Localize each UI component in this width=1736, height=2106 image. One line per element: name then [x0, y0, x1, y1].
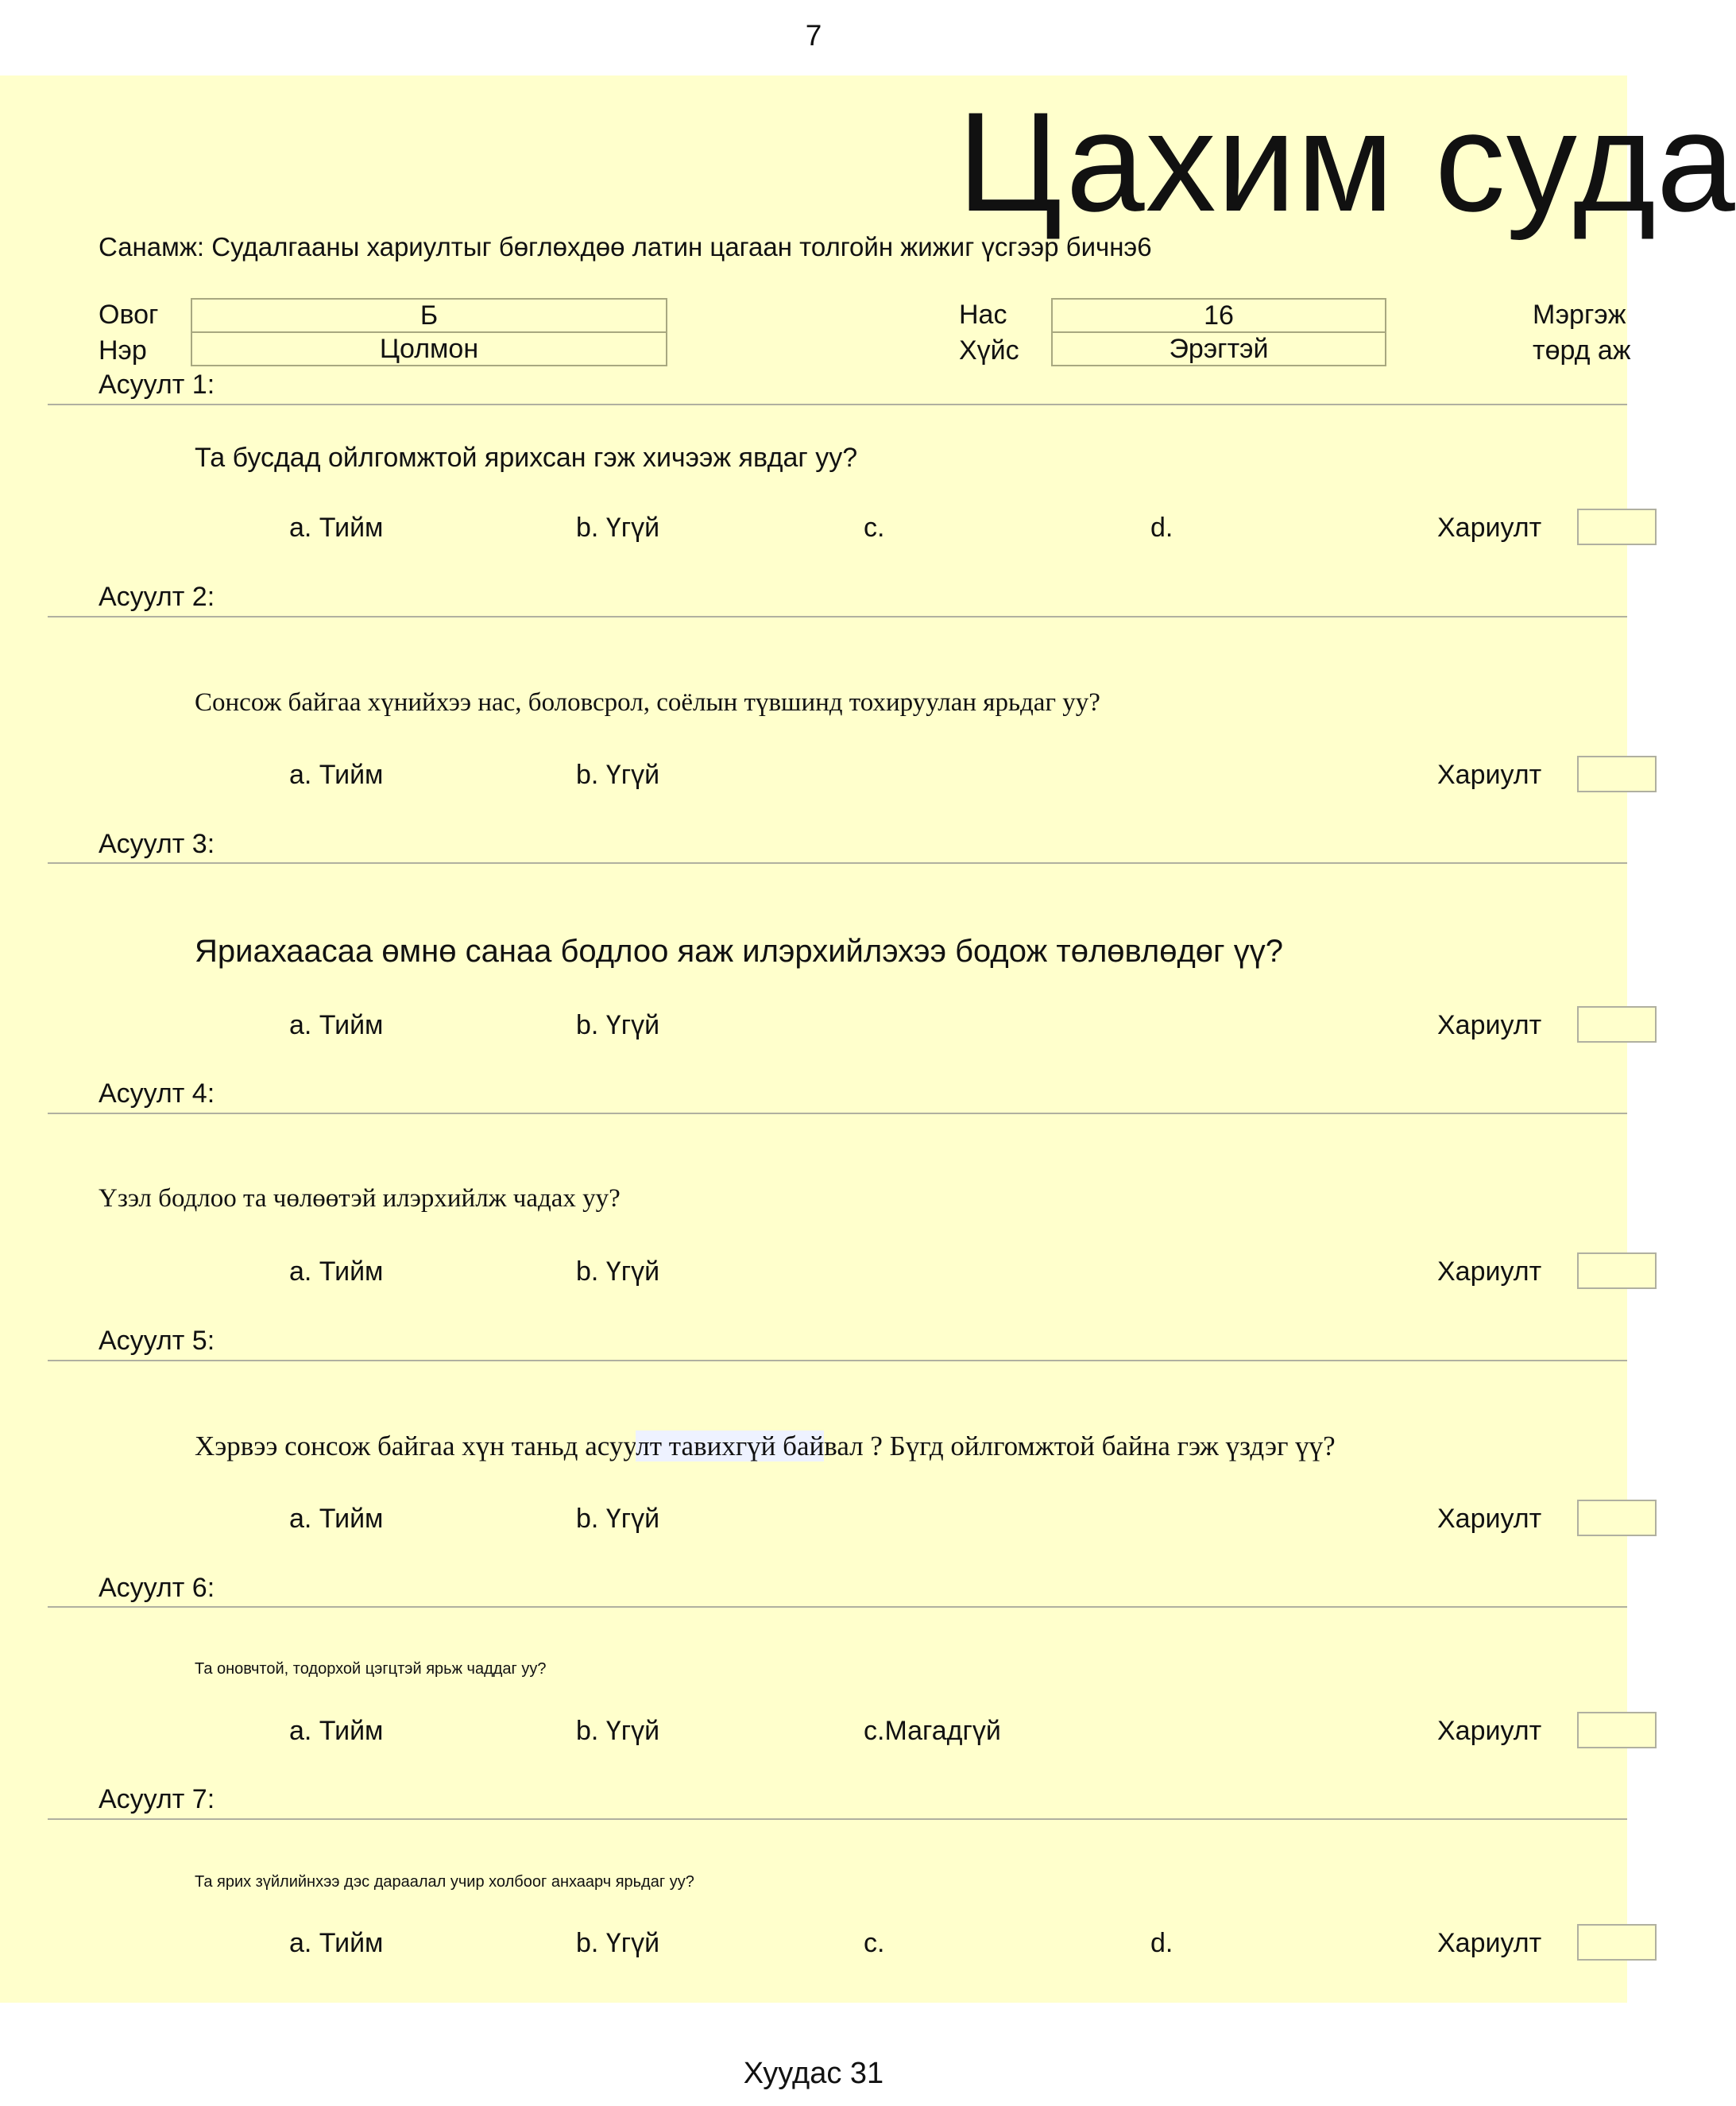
- question-3-header: Асуулт 3:: [99, 829, 215, 859]
- divider: [48, 616, 1627, 617]
- question-3-option-b[interactable]: b. Үгүй: [576, 1010, 660, 1040]
- name-label: Нэр: [99, 335, 147, 366]
- question-2-header: Асуулт 2:: [99, 582, 215, 612]
- question-1-option-b[interactable]: b. Үгүй: [576, 513, 660, 543]
- question-7-text: Та ярих зүйлийнхээ дэс дараалал учир холбоог анхаарч ярьдаг уу?: [195, 1873, 694, 1891]
- question-1-answer-field[interactable]: [1577, 509, 1657, 545]
- question-6-option-c[interactable]: c.Магадгүй: [864, 1716, 1001, 1746]
- question-3-answer-field[interactable]: [1577, 1006, 1657, 1043]
- survey-title: Цахим суда: [957, 83, 1736, 241]
- question-4-answer-label: Хариулт: [1437, 1256, 1542, 1287]
- question-2-option-b[interactable]: b. Үгүй: [576, 760, 660, 790]
- question-7-answer-label: Хариулт: [1437, 1928, 1542, 1958]
- question-3-text: Яриахаасаа өмнө санаа бодлоо яаж илэрхийлэхээ бодож төлөвлөдөг үү?: [195, 934, 1283, 969]
- age-field[interactable]: 16: [1051, 298, 1386, 333]
- question-5-header: Асуулт 5:: [99, 1326, 215, 1356]
- question-2-answer-field[interactable]: [1577, 756, 1657, 792]
- question-5-option-b[interactable]: b. Үгүй: [576, 1504, 660, 1534]
- divider: [48, 862, 1627, 864]
- question-1-option-a[interactable]: a. Тийм: [289, 513, 384, 543]
- question-7-option-d[interactable]: d.: [1150, 1928, 1173, 1958]
- question-2-answer-label: Хариулт: [1437, 760, 1542, 790]
- question-7-option-b[interactable]: b. Үгүй: [576, 1928, 660, 1958]
- profession-label: Мэргэж: [1533, 300, 1626, 330]
- question-7-header: Асуулт 7:: [99, 1784, 215, 1814]
- question-5-answer-field[interactable]: [1577, 1500, 1657, 1536]
- question-1-answer-label: Хариулт: [1437, 513, 1542, 543]
- question-1-header: Асуулт 1:: [99, 370, 215, 400]
- name-field[interactable]: Цолмон: [191, 331, 667, 366]
- page-number: 7: [805, 19, 822, 52]
- question-6-answer-field[interactable]: [1577, 1712, 1657, 1748]
- question-1-text: Та бусдад ойлгомжтой ярихсан гэж хичээж явдаг уу?: [195, 443, 858, 473]
- question-6-text: Та оновчтой, тодорхой цэгцтэй ярьж чаддаг уу?: [195, 1660, 547, 1678]
- question-5-answer-label: Хариулт: [1437, 1504, 1542, 1534]
- question-7-option-a[interactable]: a. Тийм: [289, 1928, 384, 1958]
- gender-label: Хүйс: [959, 335, 1019, 366]
- question-6-option-b[interactable]: b. Үгүй: [576, 1716, 660, 1746]
- question-4-answer-field[interactable]: [1577, 1252, 1657, 1289]
- question-4-text: Үзэл бодлоо та чөлөөтэй илэрхийлж чадах уу?: [99, 1184, 621, 1213]
- question-2-text: Сонсож байгаа хүнийхээ нас, боловсрол, соёлын түвшинд тохируулан ярьдаг уу?: [195, 688, 1100, 717]
- workplace-label: төрд аж: [1533, 335, 1631, 366]
- divider: [48, 1113, 1627, 1114]
- question-3-option-a[interactable]: a. Тийм: [289, 1010, 384, 1040]
- question-1-option-c[interactable]: c.: [864, 513, 885, 543]
- question-5-option-a[interactable]: a. Тийм: [289, 1504, 384, 1534]
- survey-sheet: [0, 75, 1736, 2003]
- question-4-header: Асуулт 4:: [99, 1078, 215, 1109]
- question-4-option-a[interactable]: a. Тийм: [289, 1256, 384, 1287]
- question-3-answer-label: Хариулт: [1437, 1010, 1542, 1040]
- instruction-note: Санамж: Судалгааны хариултыг бөглөхдөө латин цагаан толгойн жижиг үсгээр бичнэ6: [99, 232, 1152, 261]
- gender-field[interactable]: Эрэгтэй: [1051, 331, 1386, 366]
- question-5-text: Хэрвээ сонсож байгаа хүн таньд асуулт тавихгүй байвал ? Бүгд ойлгомжтой байна гэж үздэг үү?: [195, 1430, 1336, 1461]
- question-1-option-d[interactable]: d.: [1150, 513, 1173, 543]
- divider: [48, 1360, 1627, 1361]
- divider: [48, 1606, 1627, 1608]
- question-6-header: Асуулт 6:: [99, 1573, 215, 1603]
- surname-field[interactable]: Б: [191, 298, 667, 333]
- question-7-answer-field[interactable]: [1577, 1924, 1657, 1961]
- question-4-option-b[interactable]: b. Үгүй: [576, 1256, 660, 1287]
- page-footer: Хуудас 31: [743, 2057, 884, 2090]
- divider: [48, 404, 1627, 405]
- question-7-option-c[interactable]: c.: [864, 1928, 885, 1958]
- question-2-option-a[interactable]: a. Тийм: [289, 760, 384, 790]
- divider: [48, 1818, 1627, 1820]
- question-6-answer-label: Хариулт: [1437, 1716, 1542, 1746]
- question-6-option-a[interactable]: a. Тийм: [289, 1716, 384, 1746]
- age-label: Нас: [959, 300, 1007, 330]
- surname-label: Овог: [99, 300, 159, 330]
